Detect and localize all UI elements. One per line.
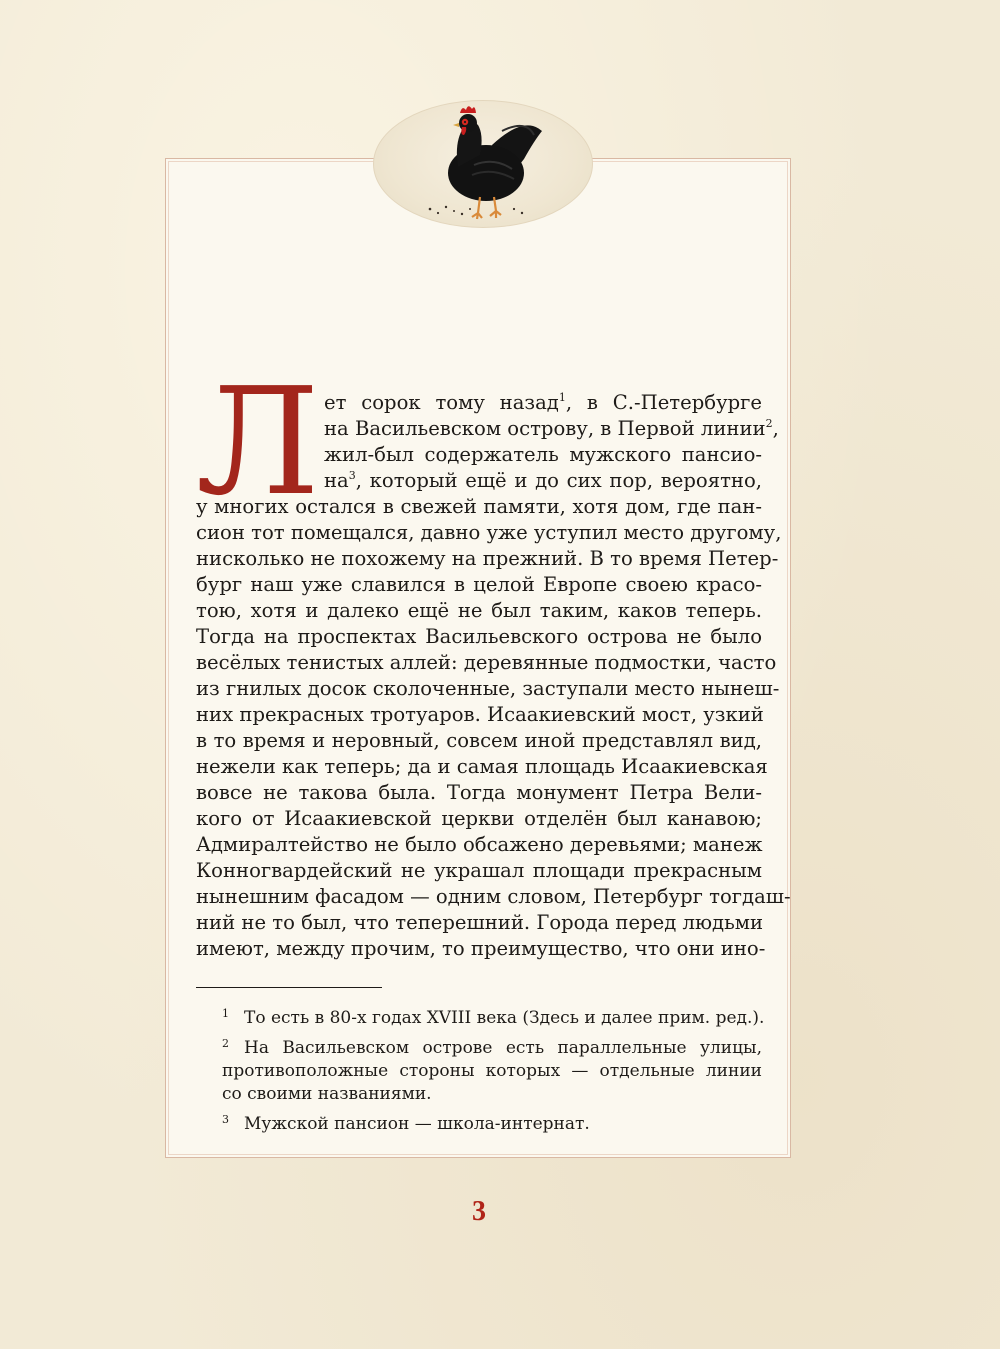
text-line: жил-был содержатель мужского пансио- — [324, 443, 762, 466]
text-line: нисколько не похожему на прежний. В то время Петер- — [196, 547, 779, 570]
drop-cap: Л — [196, 356, 320, 528]
text-line: бург наш уже славился в целой Европе своею красо- — [196, 573, 762, 596]
text-line: весёлых тенистых аллей: деревянные подмостки, часто — [196, 651, 777, 674]
footnote-2 — [222, 1032, 762, 1106]
body-text — [196, 390, 791, 962]
footnote-ref[interactable]: 2 — [765, 417, 773, 430]
text-line: них прекрасных тротуаров. Исаакиевский мост, узкий — [196, 703, 764, 726]
footnote-3 — [222, 1108, 762, 1136]
footnote-divider — [196, 987, 382, 988]
footnotes — [222, 1002, 765, 1138]
footnote-number: 3 — [222, 1113, 229, 1126]
text-line: нежели как теперь; да и самая площадь Исаакиевская — [196, 755, 768, 778]
footnote-number: 1 — [222, 1007, 229, 1020]
text-line: в то время и неровный, совсем иной представлял вид, — [196, 729, 762, 752]
text-line: кого от Исаакиевской церкви отделён был канавою; — [196, 807, 762, 830]
text-line: имеют, между прочим, то преимущество, что они ино- — [196, 937, 766, 960]
footnote-ref[interactable]: 1 — [558, 391, 566, 404]
footnote-line: со своими названиями. — [222, 1084, 432, 1104]
text-line: Тогда на проспектах Васильевского острова не было — [196, 625, 762, 648]
text-line: Адмиралтейство не было обсажено деревьями; манеж — [196, 833, 763, 856]
footnote-line: противоположные стороны которых — отдельные линии — [222, 1061, 762, 1081]
footnote-text: То есть в 80-х годах XVIII века (Здесь и далее прим. ред.). — [244, 1008, 765, 1028]
hen-icon — [374, 101, 592, 227]
footnote-ref[interactable]: 3 — [348, 469, 356, 482]
footnote-text: На Васильевском острове есть параллельные улицы, — [244, 1038, 762, 1058]
text-line: Конногвардейский не украшал площади прекрасным — [196, 859, 762, 882]
text-line: на Васильевском острову, в Первой линии$^2$, — [324, 417, 779, 440]
text-line: $на^3$, который ещё и до сих пор, вероятно, — [324, 469, 762, 492]
footnote-line — [222, 1002, 765, 1030]
text-line: вовсе не такова была. Тогда монумент Петра Вели- — [196, 781, 762, 804]
footnote-text: Мужской пансион — школа-интернат. — [244, 1114, 590, 1134]
text-line: сион тот помещался, давно уже уступил место другому, — [196, 521, 782, 544]
text-line: ний не то был, что теперешний. Города перед людьми — [196, 911, 764, 934]
footnote-line — [222, 1108, 762, 1136]
footnote-line — [222, 1032, 762, 1060]
text-line: нынешним фасадом — одним словом, Петербург тогдаш- — [196, 885, 791, 908]
page-number: 3 — [472, 1196, 486, 1227]
footnote-number: 2 — [222, 1037, 229, 1050]
hen-vignette — [373, 100, 593, 228]
text-line: тою, хотя и далеко ещё не был таким, каков теперь. — [196, 599, 762, 622]
footnote-1 — [222, 1002, 765, 1030]
text-line: из гнилых досок сколоченные, заступали место нынеш- — [196, 677, 780, 700]
text-line: у многих остался в свежей памяти, хотя дом, где пан- — [196, 495, 762, 518]
text-line: ет сорок тому назад$^1$, в С.-Петербурге — [324, 391, 762, 414]
